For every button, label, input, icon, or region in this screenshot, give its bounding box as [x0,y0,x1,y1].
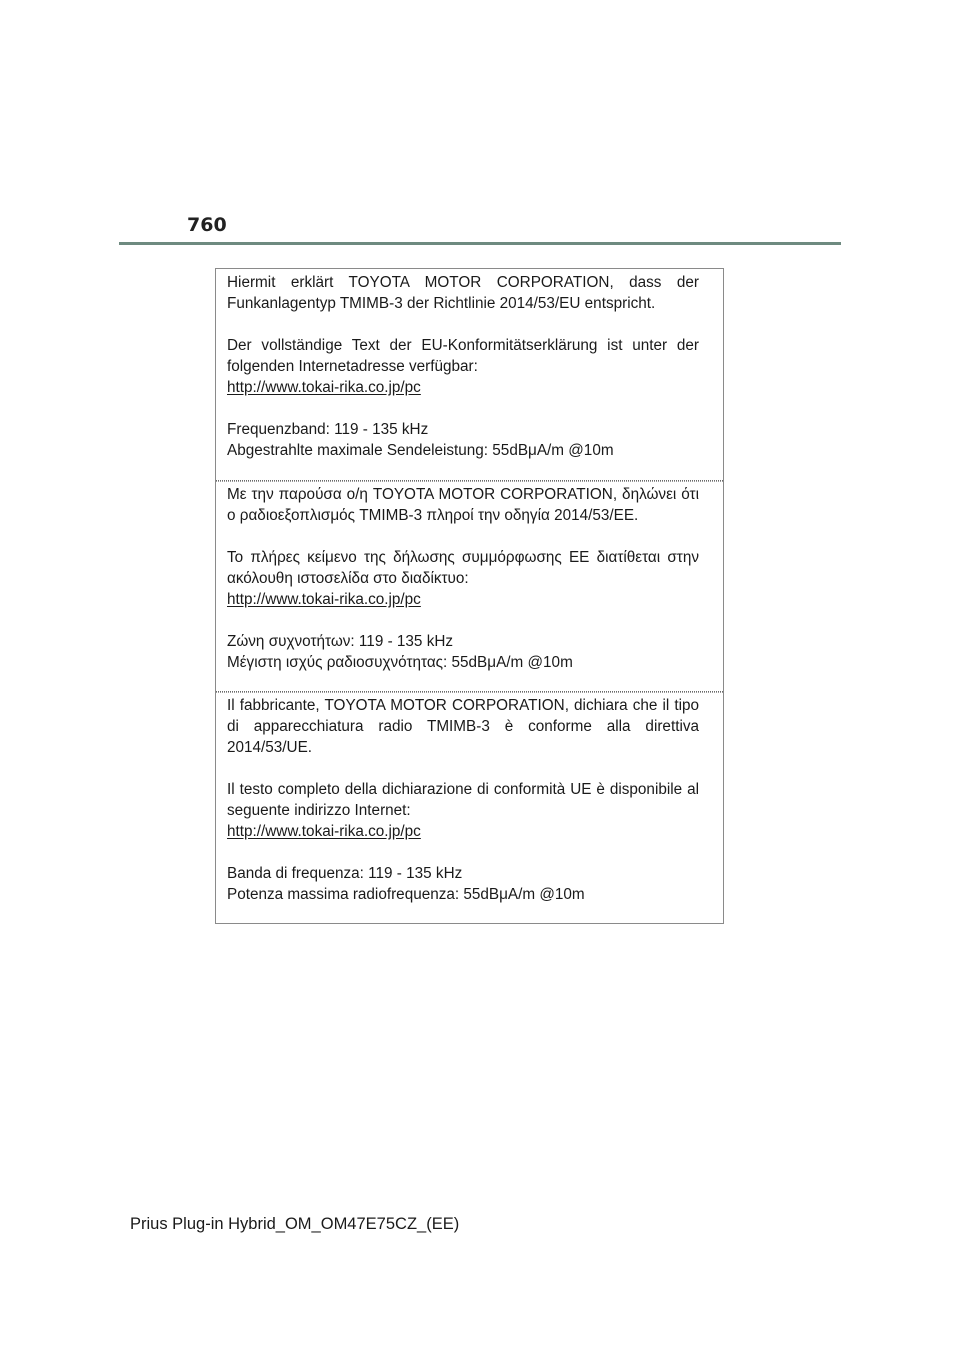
page-number: 760 [187,214,227,236]
full-text-notice: Το πλήρες κείμενο της δήλωσης συμμόρφωσης ΕΕ διατίθεται στην ακόλουθη ιστοσελίδα στο διαδίκτυο: [227,549,699,587]
max-power: Potenza massima radiofrequenza: 55dBμA/m @10m [227,886,585,903]
declaration-box [215,268,724,924]
conformity-url-link[interactable]: http://www.tokai-rika.co.jp/pc [227,823,421,840]
declaration-text: Il fabbricante, TOYOTA MOTOR CORPORATION, dichiara che il tipo di apparecchiatura radio TMIMB-3 è conforme alla direttiva 2014/53/UE. [227,697,699,756]
declaration-section-italian [216,693,723,923]
conformity-url-link[interactable]: http://www.tokai-rika.co.jp/pc [227,591,421,608]
frequency-band: Ζώνη συχνοτήτων: 119 - 135 kHz [227,633,454,650]
frequency-band: Banda di frequenza: 119 - 135 kHz [227,865,463,882]
declaration-section-german [216,269,723,480]
header-divider [119,242,841,245]
frequency-band: Frequenzband: 119 - 135 kHz [227,421,429,438]
declaration-text: Με την παρούσα ο/η TOYOTA MOTOR CORPORATION, δηλώνει ότι ο ραδιοεξοπλισμός TMIMB-3 πληροί την οδηγία 2014/53/ΕΕ. [227,486,699,524]
declaration-text: Hiermit erklärt TOYOTA MOTOR CORPORATION, dass der Funkanlagentyp TMIMB-3 der Richtlinie 2014/53/EU entspricht. [227,274,699,312]
max-power: Μέγιστη ισχύς ραδιοσυχνότητας: 55dBμA/m @10m [227,654,573,671]
max-power: Abgestrahlte maximale Sendeleistung: 55dBμA/m @10m [227,442,614,459]
conformity-url-link[interactable]: http://www.tokai-rika.co.jp/pc [227,379,421,396]
full-text-notice: Il testo completo della dichiarazione di conformità UE è disponibile al seguente indirizzo Internet: [227,781,699,819]
document-footer: Prius Plug-in Hybrid_OM_OM47E75CZ_(EE) [130,1215,460,1233]
declaration-section-greek [216,482,723,691]
full-text-notice: Der vollständige Text der EU-Konformitätserklärung ist unter der folgenden Internetadresse verfügbar: [227,337,699,375]
